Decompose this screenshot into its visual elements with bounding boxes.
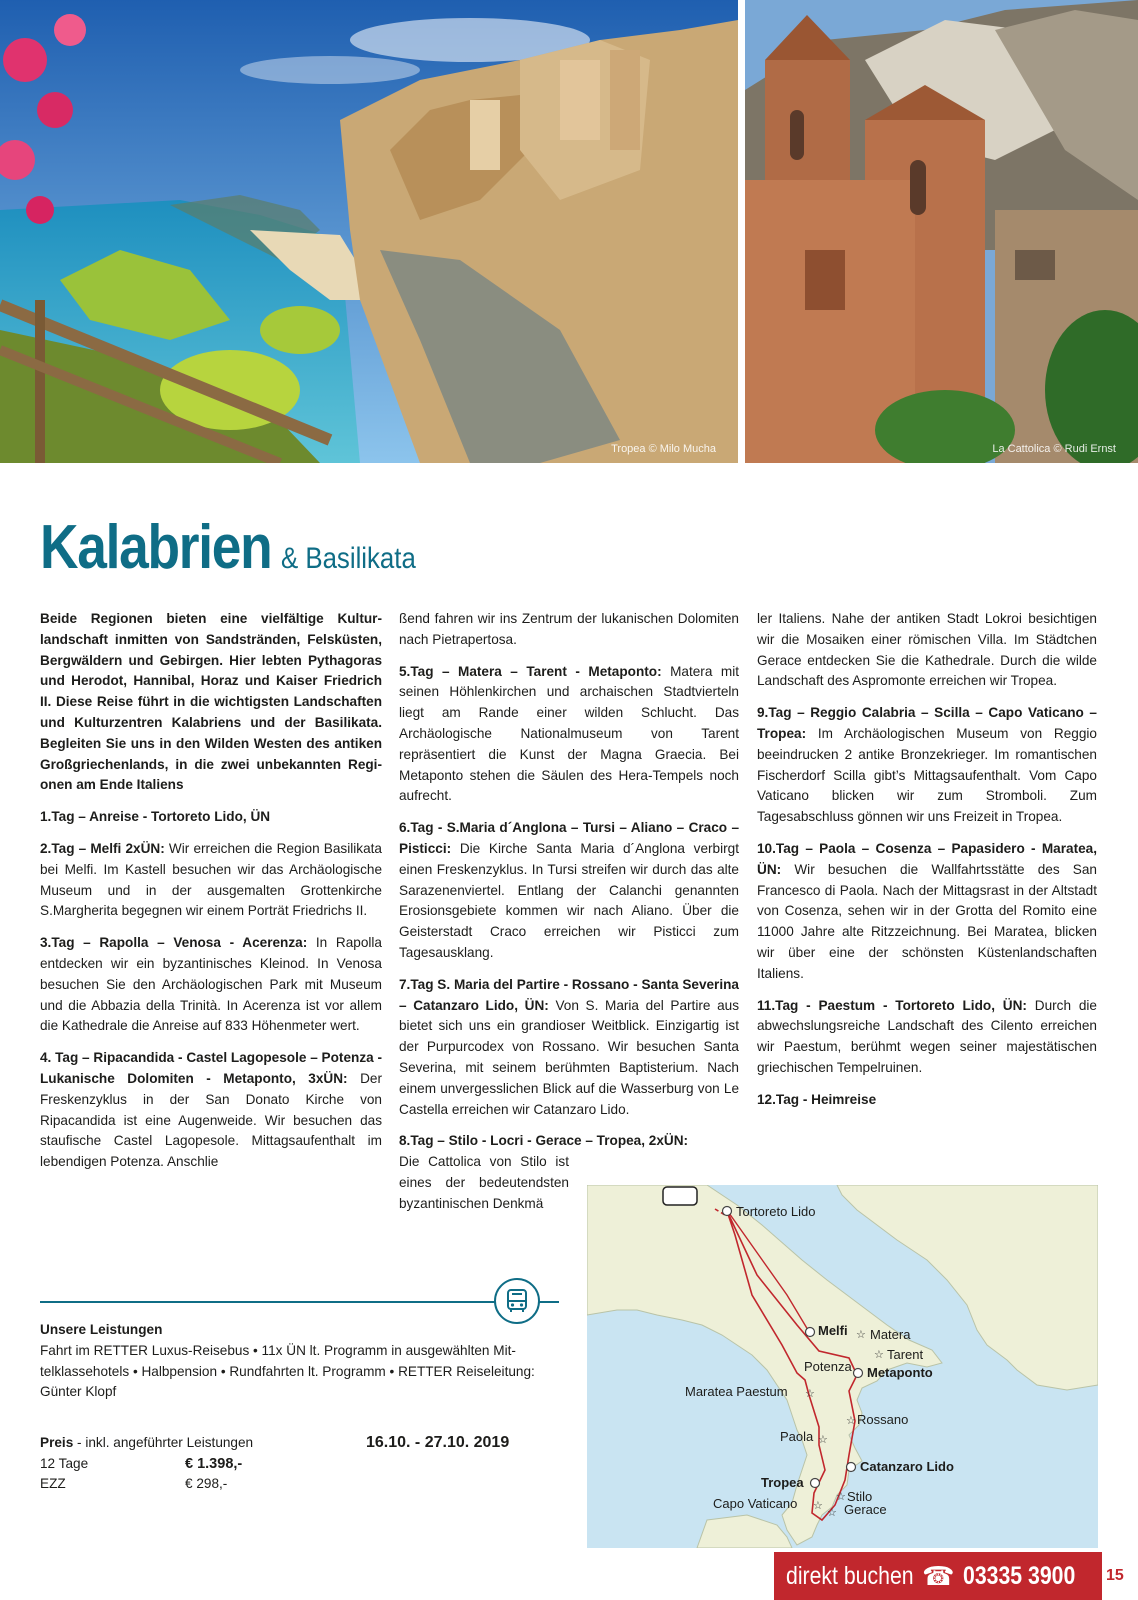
day-8-text-part2: ler Italiens. Nahe der antiken Stadt Lokroi besichtigen wir die Mosaiken einer römischen Villa. Im Städtchen Gerace entdecken Sie die Kathedrale. Durch die wilde Landschaft des Aspromonte erreichen wir Tropea.	[757, 611, 1097, 689]
price-section	[40, 1433, 360, 1495]
day-9-title: 9.Tag – Reggio Calabria – Scilla – Capo Vaticano – Tropea:	[757, 705, 1097, 741]
phone-icon: ☎	[922, 1560, 955, 1591]
map-label: Tropea	[761, 1475, 804, 1490]
map-label: Matera	[870, 1327, 911, 1342]
map-label: Tarent	[887, 1347, 924, 1362]
bus-marker-icon	[663, 1187, 697, 1205]
price-row	[40, 1474, 360, 1495]
photo-tropea	[0, 0, 738, 463]
day-4-text-part2: ßend fahren wir ins Zentrum der lukanischen Dolomiten nach Pietrapertosa.	[399, 611, 739, 647]
map-label: Rossano	[857, 1412, 909, 1427]
price-row-value: € 1.398,-	[185, 1455, 243, 1472]
cattolica-church-image	[745, 0, 1138, 463]
services-section	[40, 1320, 562, 1403]
page-title	[40, 512, 438, 583]
day-7-text: Von S. Maria del Partire aus bietet sich uns ein grandioser Weitblick. Einzigartig ist der Purpurcodex von Rossano. Wir besuchen Santa Severina, mit seinem berühmten Baptisterium. Nach einem unvergesslichen Blick auf die Wasserburg von Le Castella erreichen wir Catanzaro Lido.	[399, 997, 739, 1117]
day-6-text: Die Kirche Santa Maria d´Anglona verbirgt einen Freskenzyklus. In Tursi streifen wir durch das alte Sarazenenviertel. Entlang der Calanchi genannten Erosionsgebiete kommen wir nach Aliano. Über die Geisterstadt Craco erreichen wir Pisticci zum Tagesausklang.	[399, 840, 739, 960]
price-label: Preis	[40, 1435, 74, 1450]
day-5-text: Matera mit seinen Höhlenkirchen und archaischen Stadtvierteln liegt am Rande einer wilden Schlucht. Das Archäologische Nationalmuseum von Tarent repräsentiert die Kunst der Magna Graecia. Bei Metaponto stehen die Säulen des Hera-Tempels noch aufrecht.	[399, 663, 739, 804]
booking-bar[interactable]	[774, 1552, 1102, 1600]
services-heading: Unsere Leistungen	[40, 1322, 163, 1337]
day-11-title: 11.Tag - Paestum - Tortoreto Lido, ÜN:	[757, 997, 1027, 1013]
text-column-3	[757, 609, 1097, 1122]
photo-caption-tropea: Tropea © Milo Mucha	[611, 443, 716, 455]
map-label: Paola	[780, 1429, 814, 1444]
day-3-title: 3.Tag – Rapolla – Venosa - Acerenza:	[40, 935, 308, 951]
photo-caption-cattolica: La Cattolica © Rudi Ernst	[992, 443, 1116, 455]
map-star-icon: ☆	[856, 1329, 866, 1341]
day-8-title: 8.Tag – Stilo - Locri - Gerace – Tropea, 2xÜN:	[399, 1133, 689, 1149]
bus-icon	[494, 1278, 540, 1324]
day-9-text: Im Archäologischen Museum von Reggio beeindrucken 2 antike Bronzekrieger. Im romantischen Fischerdorf Scilla gibt’s Mittagsaufenthalt. Vom Capo Vaticano blicken wir zum Stromboli. Zum Tagesabschluss gönnen wir uns Freizeit in Tropea.	[757, 725, 1097, 825]
map-marker-tropea	[811, 1479, 820, 1488]
map-label: Stilo	[847, 1489, 873, 1504]
intro-text: Beide Regionen bieten eine vielfältige Kulturlandschaft inmitten von Sandstränden, Felsküsten, Bergwäldern und Gebirgen. Hier lebten Pythagoras und Herodot, Hannibal, Horaz und Kaiser Friedrich II. Diese Reise führt in die wichtigsten Landschaften und Kulturzentren Kalabriens und der Basilikata. Begleiten Sie uns in den Wilden Westen des antiken Großgriechenlands, in die zwei unbekannten Regionen am Ende Italiens	[40, 611, 382, 793]
map-marker-tortoreto	[723, 1207, 732, 1216]
booking-label: direkt buchen	[786, 1561, 914, 1590]
price-row	[40, 1454, 360, 1475]
price-row-label: 12 Tage	[40, 1455, 89, 1471]
text-column-1	[40, 609, 382, 1184]
map-label: Catanzaro Lido	[860, 1459, 954, 1474]
map-star-icon: ☆	[836, 1491, 846, 1503]
day-2-text: Wir erreichen die Region Basilikata bei Melfi. Im Kastell besuchen wir das Archäologische Museum und in der ausgemalten Grottenkirche S.Margherita begegnen wir einem Porträt Friedrichs II.	[40, 840, 382, 919]
day-3-text: In Rapolla entdecken wir ein byzantinisches Kleinod. In Venosa besuchen Sie den Archäologischen Park mit Museum und die Abbazia della Trinità. In Acerenza ist vor allem die Kathedrale die Anreise auf 833 Höhenmeter wert.	[40, 935, 382, 1034]
services-text: Fahrt im RETTER Luxus-Reisebus • 11x ÜN lt. Programm in ausgewählten Mittelklassehotels • Halbpension • Rundfahrten lt. Programm • RETTER Reiseleitung: Günter Klopf	[40, 1342, 535, 1400]
day-7-title: 7.Tag S. Maria del Partire - Rossano - Santa Severina – Catanzaro Lido, ÜN:	[399, 976, 739, 1013]
day-6-title: 6.Tag - S.Maria d´Anglona – Tursi – Aliano – Craco – Pisticci:	[399, 820, 739, 856]
map-marker-catanzaro	[847, 1463, 856, 1472]
map-star-icon: ☆	[813, 1500, 823, 1512]
day-4-title: 4. Tag – Ripacandida - Castel Lagopesole – Potenza - Lukanische Dolomiten - Metaponto, 3xÜN:	[40, 1050, 382, 1086]
day-11-text: Durch die abwechslungsreiche Landschaft des Cilento erreichen wir Paestum, berühmt wegen seiner majestätischen griechischen Tempelruinen.	[757, 997, 1097, 1075]
text-column-2	[399, 609, 739, 1226]
travel-dates: 16.10. - 27.10. 2019	[366, 1434, 510, 1451]
map-marker-melfi	[806, 1328, 815, 1337]
map-label: Gerace	[844, 1502, 887, 1517]
map-star-icon: ☆	[827, 1507, 837, 1519]
section-divider	[40, 1301, 559, 1303]
map-label: Tortoreto Lido	[736, 1204, 816, 1219]
price-label-suffix: - inkl. angeführter Leistungen	[73, 1435, 254, 1450]
day-5-title: 5.Tag – Matera – Tarent - Metaponto:	[399, 663, 662, 679]
day-2-title: 2.Tag – Melfi 2xÜN:	[40, 840, 165, 856]
map-label: Melfi	[818, 1323, 848, 1338]
map-label: Potenza	[804, 1359, 852, 1374]
photo-cattolica	[745, 0, 1138, 463]
map-star-icon: ☆	[805, 1388, 815, 1400]
page-number: 15	[1106, 1567, 1124, 1584]
price-row-label: EZZ	[40, 1476, 66, 1491]
day-12-title: 12.Tag - Heimreise	[757, 1091, 877, 1107]
map-marker-metaponto	[854, 1369, 863, 1378]
title-sub: & Basilikata	[281, 542, 416, 575]
map-star-icon: ☆	[846, 1415, 856, 1427]
map-star-icon: ☆	[818, 1434, 828, 1446]
day-8-text-part1: Die Cattolica von Stilo ist eines der bedeutendsten byzantinischen Denkmä	[399, 1154, 569, 1211]
map-label: Capo Vaticano	[713, 1496, 798, 1511]
day-4-text-part1: Der Freskenzyklus in der San Donato Kirche von Ripacandida ist eine Augenweide. Wir besuchen das staufische Castel Lagopesole. Mittagsaufenthalt im lebendigen Potenza. Anschlie	[40, 1070, 382, 1170]
day-10-title: 10.Tag – Paola – Cosenza – Papasidero - Maratea, ÜN:	[757, 840, 1097, 877]
day-10-text: Wir besuchen die Wallfahrtsstätte des San Francesco di Paola. Nach der Mittagsrast in der Altstadt von Cosenza, sehen wir in der Grotta del Romito eine 11000 Jahre alte Ritzzeichnung. Bei Maratea, blicken wir über eine der schönsten Küstenlandschaften Italiens.	[757, 861, 1097, 981]
tropea-landscape-image	[0, 0, 738, 463]
map-star-icon: ☆	[874, 1349, 884, 1361]
route-map	[587, 1185, 1098, 1548]
price-row-value: € 298,-	[185, 1476, 228, 1491]
map-label: Metaponto	[867, 1365, 933, 1380]
map-label: Maratea Paestum	[685, 1384, 788, 1399]
title-main: Kalabrien	[40, 513, 272, 582]
day-1-title: 1.Tag – Anreise - Tortoreto Lido, ÜN	[40, 809, 271, 825]
booking-phone[interactable]: 03335 3900	[962, 1561, 1075, 1590]
